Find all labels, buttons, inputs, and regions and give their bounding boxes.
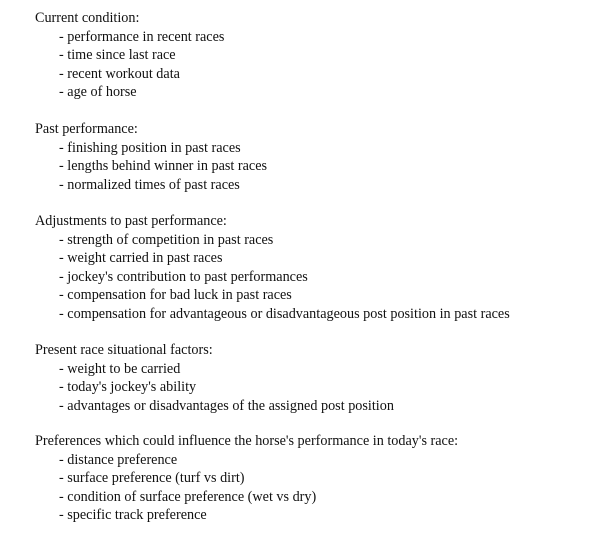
- list-item: - jockey's contribution to past performances: [59, 268, 308, 285]
- list-item: - advantages or disadvantages of the assigned post position: [59, 397, 394, 414]
- list-item: - time since last race: [59, 47, 176, 64]
- list-item: - specific track preference: [59, 507, 207, 524]
- list-item: - distance preference: [59, 451, 178, 468]
- section-heading: Past performance:: [35, 121, 138, 137]
- section-current-condition: [35, 9, 595, 102]
- list-item: - compensation for bad luck in past races: [59, 287, 292, 304]
- section-heading: Current condition:: [35, 10, 140, 26]
- list-item: - finishing position in past races: [59, 139, 241, 156]
- factor-list: [35, 139, 595, 195]
- section-heading: Adjustments to past performance:: [35, 213, 227, 229]
- list-item: - today's jockey's ability: [59, 379, 197, 396]
- section-preferences: [35, 432, 595, 525]
- section-heading: Preferences which could influence the horse's performance in today's race:: [35, 433, 459, 449]
- list-item: - lengths behind winner in past races: [59, 158, 268, 175]
- list-item: - normalized times of past races: [59, 176, 240, 193]
- list-item: - weight to be carried: [59, 360, 181, 377]
- section-past-performance: [35, 120, 595, 194]
- factor-list: [35, 231, 595, 324]
- list-item: - surface preference (turf vs dirt): [59, 470, 245, 487]
- list-item: - weight carried in past races: [59, 250, 223, 267]
- section-adjustments-to-past-performance: [35, 212, 595, 324]
- list-item: - strength of competition in past races: [59, 231, 274, 248]
- section-present-race-factors: [35, 341, 595, 415]
- factor-list: [35, 28, 595, 102]
- list-item: - performance in recent races: [59, 28, 225, 45]
- list-item: - age of horse: [59, 84, 137, 101]
- section-heading: Present race situational factors:: [35, 342, 213, 358]
- list-item: - compensation for advantageous or disadvantageous post position in past races: [59, 305, 510, 322]
- list-item: - condition of surface preference (wet vs dry): [59, 488, 317, 505]
- list-item: - recent workout data: [59, 65, 180, 82]
- factor-list: [35, 451, 595, 525]
- factor-list: [35, 360, 595, 416]
